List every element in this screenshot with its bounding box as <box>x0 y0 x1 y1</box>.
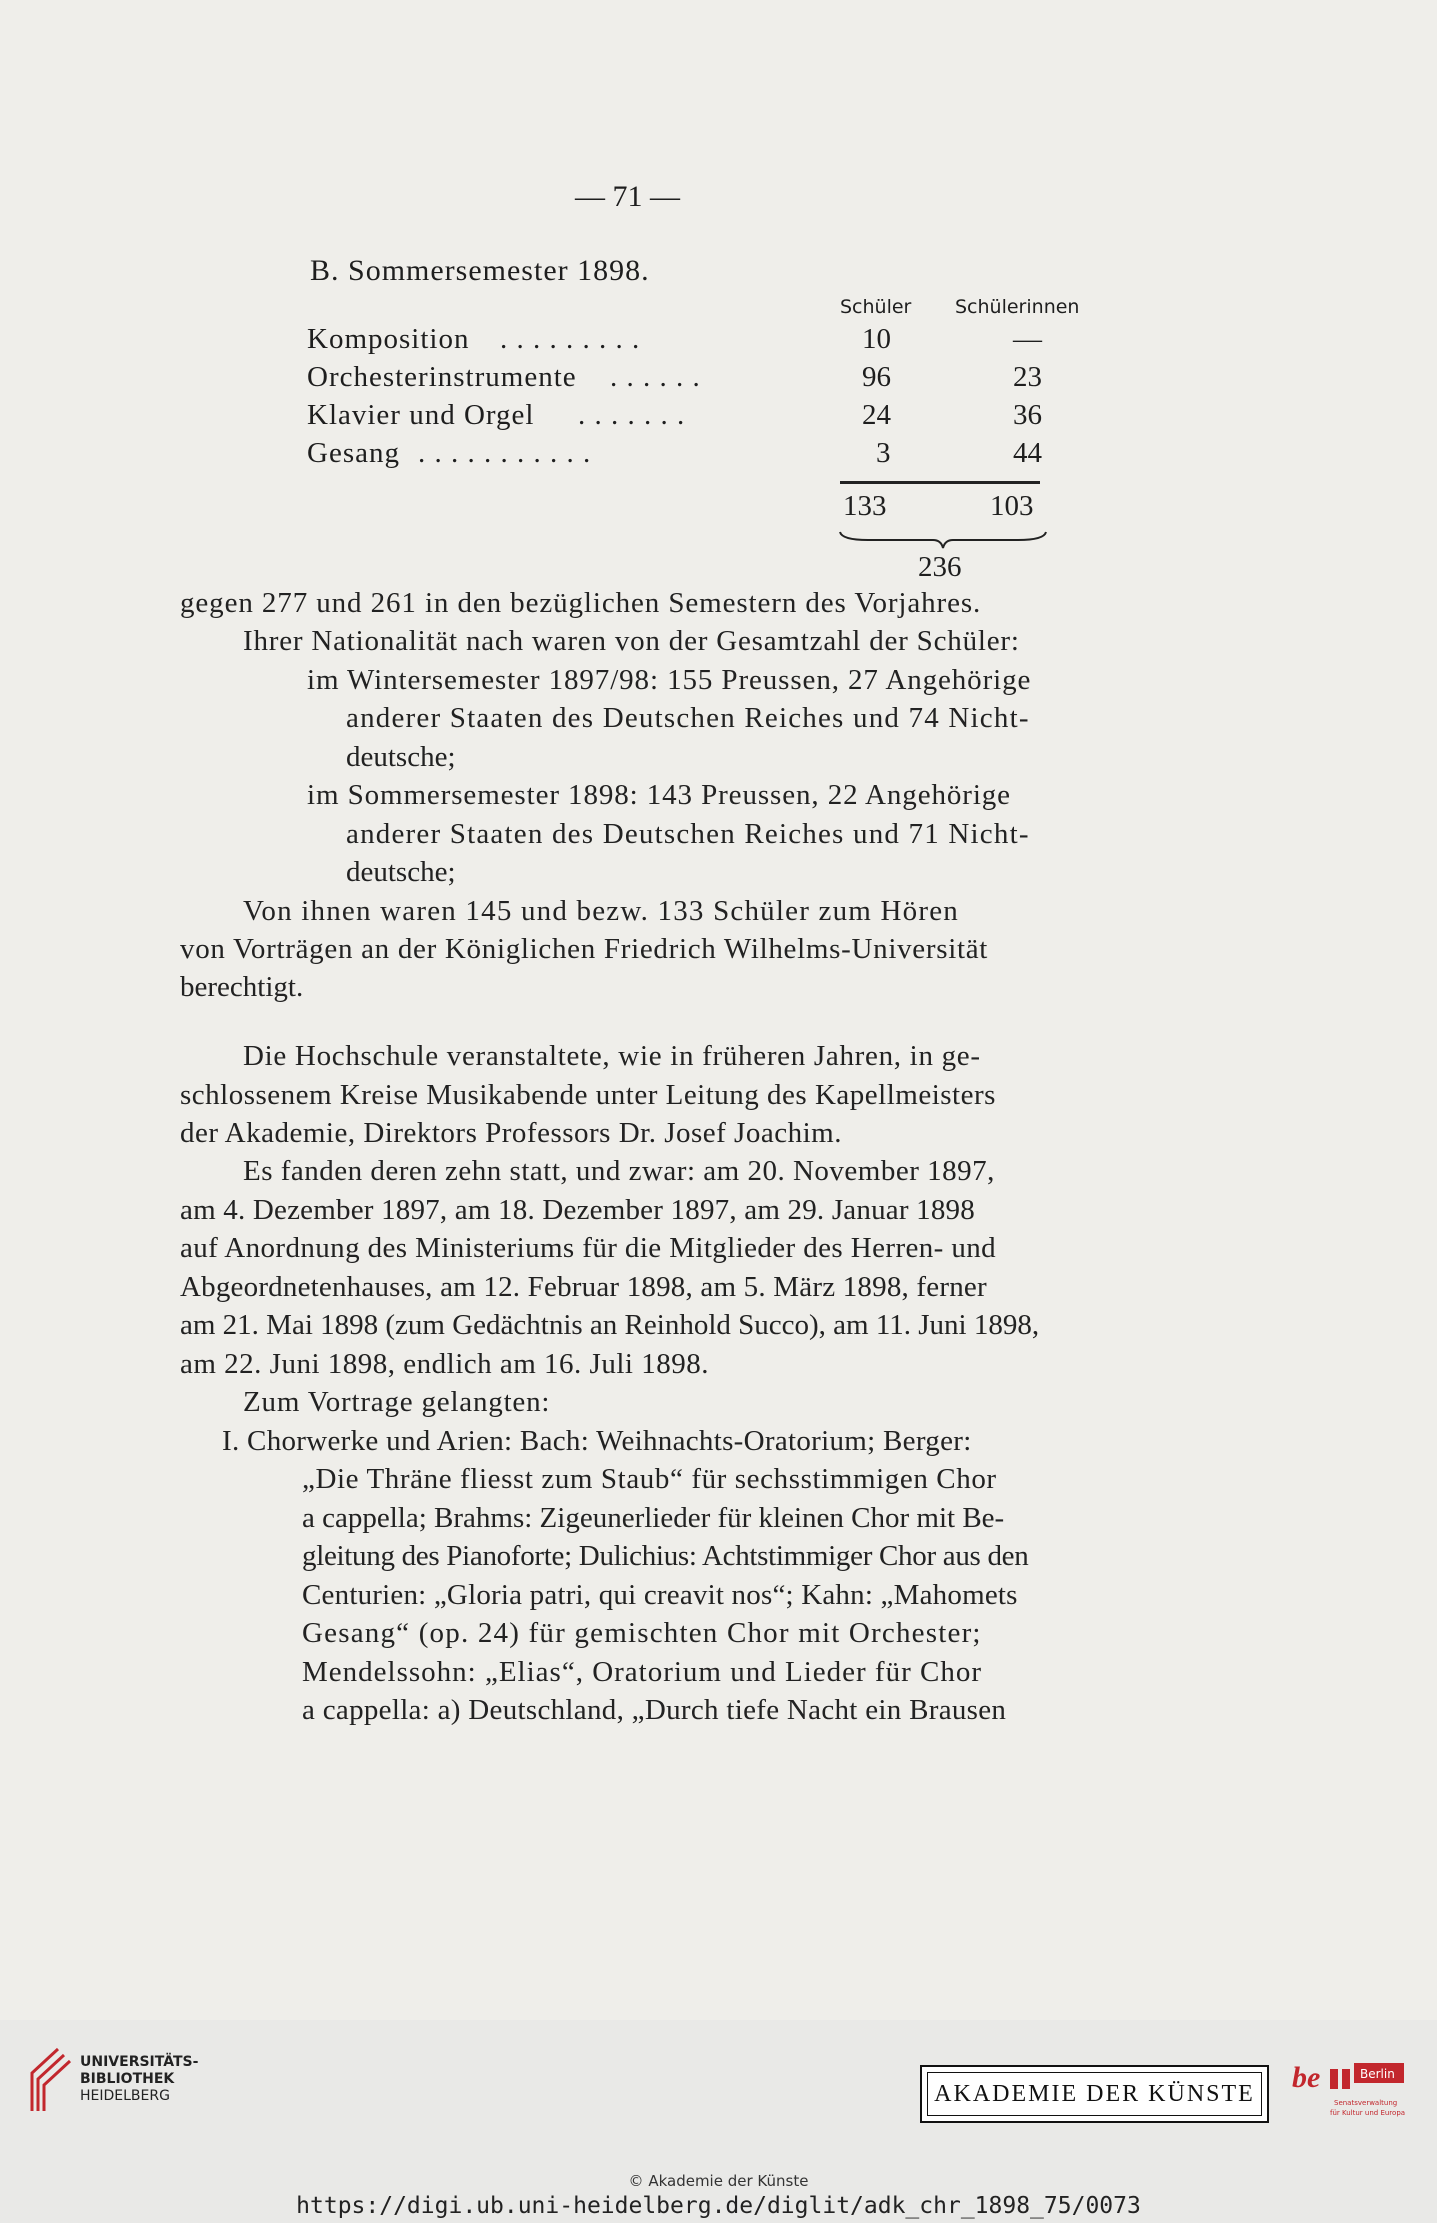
text-line: Zum Vortrage gelangten: <box>243 1386 551 1418</box>
table-row-dots: . . . . . . . . . . . <box>418 437 592 469</box>
table-cell-schueler: 10 <box>862 323 891 355</box>
column-header-schueler: Schüler <box>840 296 912 318</box>
text-line: am 4. Dezember 1897, am 18. Dezember 1897, am 29. Januar 1898 <box>180 1194 975 1226</box>
akademie-label: AKADEMIE DER KÜNSTE <box>927 2072 1262 2116</box>
text-line: deutsche; <box>346 856 456 888</box>
table-cell-schuelerinnen: — <box>1013 323 1042 355</box>
table-row-dots: . . . . . . <box>610 361 701 393</box>
library-line: BIBLIOTHEK <box>80 2071 175 2087</box>
section-heading: B. Sommersemester 1898. <box>310 254 650 287</box>
grand-total: 236 <box>918 551 962 583</box>
table-cell-schueler: 3 <box>876 437 891 469</box>
table-row-label: Klavier und Orgel <box>307 399 535 431</box>
svg-text:Berlin: Berlin <box>1360 2067 1395 2081</box>
table-row-label: Komposition <box>307 323 470 355</box>
table-row-label: Gesang <box>307 437 400 469</box>
column-header-schuelerinnen: Schülerinnen <box>955 296 1080 318</box>
table-cell-schueler: 96 <box>862 361 891 393</box>
text-line: anderer Staaten des Deutschen Reiches und 74 Nicht- <box>346 702 1030 734</box>
sum-schueler: 133 <box>843 490 887 522</box>
copyright-notice: © Akademie der Künste <box>628 2172 809 2190</box>
text-line: im Wintersemester 1897/98: 155 Preussen, 27 Angehörige <box>307 664 1032 696</box>
text-line: von Vorträgen an der Königlichen Friedrich Wilhelms-Universität <box>180 933 989 965</box>
svg-text:be: be <box>1292 2061 1321 2094</box>
text-line: I. Chorwerke und Arien: Bach: Weihnachts-Oratorium; Berger: <box>222 1425 972 1457</box>
text-line: a cappella; Brahms: Zigeunerlieder für kleinen Chor mit Be- <box>302 1502 1005 1534</box>
library-line: UNIVERSITÄTS- <box>80 2054 199 2070</box>
akademie-logo[interactable] <box>920 2065 1269 2123</box>
university-library-logo-icon <box>18 2045 74 2115</box>
text-line: im Sommersemester 1898: 143 Preussen, 22 Angehörige <box>307 779 1011 811</box>
text-line: Von ihnen waren 145 und bezw. 133 Schüler zum Hören <box>243 895 959 927</box>
text-line: „Die Thräne fliesst zum Staub“ für sechsstimmigen Chor <box>302 1463 997 1495</box>
text-line: Die Hochschule veranstaltete, wie in früheren Jahren, in ge- <box>243 1040 981 1072</box>
text-line: a cappella: a) Deutschland, „Durch tiefe Nacht ein Brausen <box>302 1694 1007 1726</box>
university-library-name <box>80 2054 198 2105</box>
sum-brace <box>838 528 1048 550</box>
text-line: Abgeordnetenhauses, am 12. Februar 1898, am 5. März 1898, ferner <box>180 1271 987 1303</box>
table-cell-schuelerinnen: 36 <box>1013 399 1042 431</box>
svg-text:für Kultur und Europa: für Kultur und Europa <box>1330 2109 1406 2117</box>
text-line: der Akademie, Direktors Professors Dr. Josef Joachim. <box>180 1117 842 1149</box>
library-line: HEIDELBERG <box>80 2088 170 2104</box>
sum-schuelerinnen: 103 <box>990 490 1034 522</box>
sum-rule <box>840 481 1040 484</box>
text-line: gegen 277 und 261 in den bezüglichen Semestern des Vorjahres. <box>180 587 982 619</box>
text-line: Es fanden deren zehn statt, und zwar: am 20. November 1897, <box>243 1155 995 1187</box>
table-row-dots: . . . . . . . <box>578 399 686 431</box>
text-line: Centurien: „Gloria patri, qui creavit nos“; Kahn: „Mahomets <box>302 1579 1018 1611</box>
text-line: auf Anordnung des Ministeriums für die Mitglieder des Herren- und <box>180 1232 997 1264</box>
table-cell-schuelerinnen: 23 <box>1013 361 1042 393</box>
table-row-dots: . . . . . . . . . <box>500 323 641 355</box>
text-line: Ihrer Nationalität nach waren von der Gesamtzahl der Schüler: <box>243 625 1020 657</box>
text-line: schlossenem Kreise Musikabende unter Leitung des Kapellmeisters <box>180 1079 996 1111</box>
table-cell-schueler: 24 <box>862 399 891 431</box>
text-line: berechtigt. <box>180 971 304 1003</box>
text-line: gleitung des Pianoforte; Dulichius: Achtstimmiger Chor aus den <box>302 1540 1029 1572</box>
page-number: — 71 — <box>575 180 680 213</box>
text-line: am 22. Juni 1898, endlich am 16. Juli 1898. <box>180 1348 709 1380</box>
text-line: anderer Staaten des Deutschen Reiches und 71 Nicht- <box>346 818 1030 850</box>
text-line: Gesang“ (op. 24) für gemischten Chor mit Orchester; <box>302 1617 982 1649</box>
table-row-label: Orchesterinstrumente <box>307 361 577 393</box>
text-line: am 21. Mai 1898 (zum Gedächtnis an Reinhold Succo), am 11. Juni 1898, <box>180 1309 1040 1341</box>
text-line: deutsche; <box>346 741 456 773</box>
table-cell-schuelerinnen: 44 <box>1013 437 1042 469</box>
source-url-link[interactable]: https://digi.ub.uni-heidelberg.de/diglit/adk_chr_1898_75/0073 <box>296 2193 1141 2219</box>
svg-text:Senatsverwaltung: Senatsverwaltung <box>1334 2099 1398 2107</box>
text-line: Mendelssohn: „Elias“, Oratorium und Lieder für Chor <box>302 1656 982 1688</box>
be-berlin-logo-icon <box>1290 2055 1410 2125</box>
